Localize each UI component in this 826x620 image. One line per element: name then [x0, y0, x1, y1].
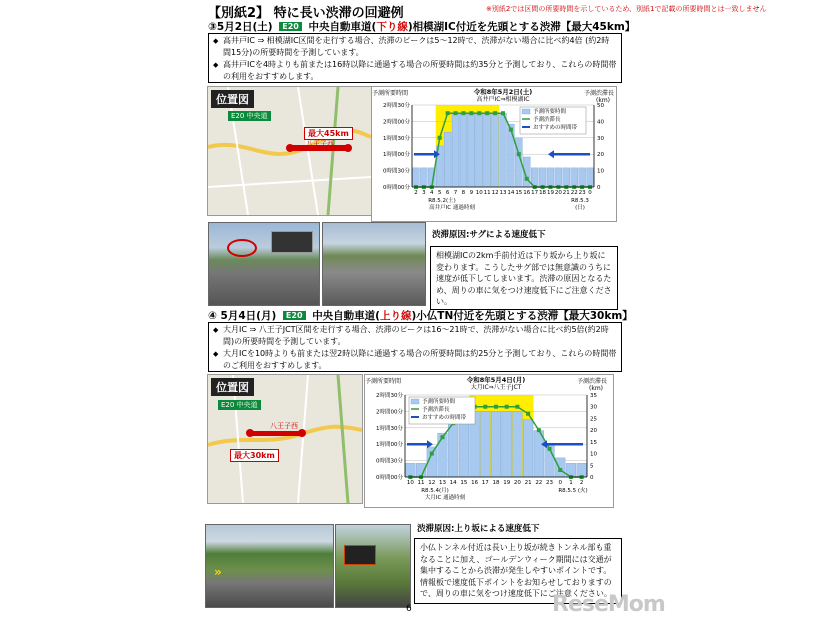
chart-1: [371, 86, 617, 222]
sign-board: [344, 545, 376, 565]
x-tick-label: 9: [469, 190, 474, 196]
header-note: ※別紙2では区間の所要時間を示しているため、別紙1で記載の所要時間とは一致しません: [486, 5, 767, 13]
congestion-point: [548, 447, 552, 451]
place-label: 八王子西: [306, 140, 334, 148]
y-left-title: 予測所要時間: [365, 378, 402, 385]
section2-title-rest: )小仏TN付近を先頭とする渋滞【最大30km】: [411, 310, 633, 322]
chart-subtitle: 大月IC⇒八王子JCT: [470, 384, 522, 391]
bar: [555, 168, 562, 187]
location-map: [207, 86, 372, 216]
x-tick-label: 17: [531, 190, 539, 196]
map-road-tag: E20 中央道: [218, 400, 261, 410]
y-right-tick-label: 25: [590, 416, 597, 423]
y-left-tick-label: 0時間00分: [376, 475, 403, 481]
bar: [500, 113, 507, 187]
y-right-tick-label: 15: [590, 439, 597, 446]
x-tick-label: 10: [475, 190, 483, 196]
x-tick-label: 1: [569, 480, 573, 486]
uphill-photo: [205, 524, 334, 608]
x-tick-label: 4: [430, 190, 434, 196]
x-tick-label: 23: [546, 480, 554, 486]
y-left-tick-label: 2時間00分: [376, 409, 403, 416]
congestion-point: [461, 111, 465, 115]
x-tick-label: 3: [422, 190, 426, 196]
y-right-unit: (km): [596, 97, 611, 104]
congestion-point: [517, 152, 521, 156]
cause-heading: 渋滞原因:上り坂による速度低下: [417, 524, 540, 534]
y-left-tick-label: 1時間00分: [376, 442, 403, 449]
congestion-point: [446, 111, 450, 115]
bullet-item: ◆ 大月IC ⇒ 八王子JCT区間を走行する場合、渋滞のピークは16～21時で、渋滞がない場合に比べ約5倍(約2時間)の所要時間を予測しています。: [213, 324, 617, 348]
arrow-left-icon: [548, 150, 554, 158]
cause-heading: 渋滞原因:サグによる速度低下: [432, 230, 546, 240]
y-left-tick-label: 0時間00分: [383, 185, 410, 191]
section1-title-rest: )相模湖IC付近を先頭とする渋滞【最大45km】: [407, 21, 636, 33]
section1-date: ③5月2日(土): [208, 21, 273, 33]
x-tick-label: 5: [437, 190, 442, 196]
x-tick-label: 21: [524, 480, 532, 486]
y-left-tick-label: 0時間30分: [376, 458, 403, 465]
y-right-tick-label: 10: [590, 451, 597, 458]
x-tick-label: 18: [539, 190, 547, 196]
bullet-item: ◆ 大月ICを10時よりも前または翌2時以降に通過する場合の所要時間は約25分と予測しており、これらの時間帯のご利用をおすすめします。: [213, 348, 617, 372]
bar: [577, 463, 587, 477]
congestion-point: [438, 136, 442, 140]
bar: [507, 124, 514, 187]
y-left-title: 予測所要時間: [372, 90, 409, 97]
section2-heading: [208, 308, 633, 323]
congestion-point: [537, 428, 541, 432]
bar: [406, 463, 416, 477]
bar: [587, 168, 594, 187]
y-right-tick-label: 50: [597, 103, 604, 109]
chart-title: 令和8年5月2日(土): [473, 88, 533, 96]
x-tick-label: 15: [515, 190, 523, 196]
x-tick-label: 11: [417, 480, 425, 486]
x-date-right: R8.5.5 (火): [558, 488, 588, 494]
chart-2: [364, 374, 614, 508]
bar: [563, 168, 570, 187]
section2-bullets: [208, 322, 622, 372]
y-right-tick-label: 10: [597, 168, 604, 175]
bar: [480, 411, 490, 477]
x-tick-label: 17: [481, 480, 489, 486]
x-tick-label: 21: [562, 190, 570, 196]
x-tick-label: 19: [503, 480, 511, 486]
sign-board: [271, 231, 313, 253]
page-title: 【別紙2】 特に長い渋滞の回避例: [208, 6, 404, 21]
y-left-tick-label: 1時間30分: [376, 425, 403, 432]
y-left-tick-label: 2時間30分: [383, 103, 410, 109]
x-date-right: R8.5.3: [571, 198, 589, 204]
x-tick-label: 8: [461, 190, 466, 196]
bar: [547, 168, 554, 187]
congestion-point: [509, 128, 513, 132]
bar: [579, 168, 586, 187]
x-tick-label: 2: [579, 480, 584, 486]
x-tick-label: 13: [499, 190, 507, 196]
x-tick-label: 15: [460, 480, 468, 486]
legend-swatch-bar: [522, 109, 530, 114]
chart-1-svg: [372, 87, 616, 221]
bar: [468, 113, 475, 187]
section1-bullets: [208, 33, 622, 83]
sign-photo: [335, 524, 411, 608]
y-left-tick-label: 1時間30分: [383, 135, 410, 142]
chevron-right-icon: »: [214, 565, 222, 579]
x-tick-label: 18: [492, 480, 500, 486]
congestion-point: [505, 405, 509, 409]
road-name: 中央自動車道(: [312, 310, 380, 322]
congestion-point: [515, 405, 519, 409]
page-number: 6: [406, 604, 412, 614]
x-tick-label: 10: [406, 480, 414, 486]
x-tick-label: 14: [449, 480, 457, 486]
bar: [502, 411, 512, 477]
x-tick-label: 14: [507, 190, 515, 196]
y-left-tick-label: 0時間30分: [383, 168, 410, 175]
x-tick-label: 12: [491, 190, 499, 196]
watermark-logo: ReseMom: [552, 592, 665, 617]
y-right-unit: (km): [589, 385, 604, 392]
y-right-tick-label: 20: [590, 428, 597, 435]
y-right-title: 予測渋滞長: [577, 378, 608, 385]
legend-label: おすすめの時間帯: [422, 415, 467, 421]
congestion-point: [483, 405, 487, 409]
x-date-left: R8.5.2(土): [428, 198, 456, 204]
congestion-point: [494, 405, 498, 409]
bar: [484, 113, 491, 187]
location-map: [207, 374, 363, 504]
y-left-tick-label: 2時間30分: [376, 393, 403, 399]
max-congestion-label: 最大45km: [304, 127, 353, 140]
congestion-point: [501, 111, 505, 115]
place-label: 八王子西: [270, 422, 298, 430]
y-right-tick-label: 20: [597, 152, 604, 159]
cause-text: 相模湖ICの2km手前付近は下り坂から上り坂に変わります。こうしたサグ部では無意識のうちに速度が低下してしまいます。渋滞の原因となるため、周りの車に気をつけ速度低下にご注意ください。: [430, 246, 618, 310]
x-date-right-day: (日): [575, 205, 585, 211]
road-name: 中央自動車道(: [308, 21, 377, 33]
congestion-point: [440, 435, 444, 439]
bullet-item: ◆ 高井戸ICを4時よりも前または16時以降に通過する場合の所要時間は約35分と予測しており、これらの時間帯の利用をおすすめします。: [213, 59, 617, 83]
bar: [555, 458, 565, 477]
highlight-circle-icon: [227, 239, 257, 257]
congestion-point: [558, 468, 562, 472]
x-tick-label: 12: [428, 480, 436, 486]
legend-swatch-bar: [411, 399, 419, 404]
x-tick-label: 2: [414, 190, 418, 196]
road-badge: E20: [279, 22, 302, 31]
x-tick-label: 0: [558, 480, 562, 486]
congestion-point: [493, 111, 497, 115]
y-right-tick-label: 35: [590, 393, 597, 399]
congestion-point: [526, 412, 530, 416]
x-axis-title: 高井戸IC 通過時刻: [429, 205, 475, 211]
y-right-tick-label: 0: [597, 185, 601, 191]
cause-text: 小仏トンネル付近は長い上り坂が続きトンネル部も重なることに加え、ゴールデンウィーク期間には交通が集中することから渋滞が発生しやすいポイントです。情報板で速度低下ポイントをお知らせしておりますので、周りの車に気をつけ速度低下にご注意ください。: [414, 538, 622, 604]
bar: [438, 433, 448, 477]
bar: [492, 113, 499, 187]
bar: [476, 113, 483, 187]
chart-2-svg: [365, 375, 613, 507]
bar: [413, 168, 420, 187]
bar: [452, 113, 459, 187]
bar: [444, 132, 451, 187]
x-tick-label: 22: [570, 190, 578, 196]
x-tick-label: 13: [438, 480, 446, 486]
x-tick-label: 23: [578, 190, 586, 196]
congestion-point: [477, 111, 481, 115]
legend-label: おすすめの時間帯: [533, 125, 578, 131]
congestion-point: [525, 177, 529, 181]
direction-label: 下り線: [376, 21, 408, 33]
bar: [460, 113, 467, 187]
max-congestion-label: 最大30km: [230, 449, 279, 462]
bar: [523, 420, 533, 477]
congestion-point: [430, 452, 434, 456]
highway-photo: [322, 222, 426, 306]
road-badge: E20: [283, 311, 306, 320]
bar: [420, 168, 427, 187]
road-photo: [208, 222, 320, 306]
x-date-left: R8.5.4(月): [421, 488, 449, 494]
legend-label: 予測所要時間: [422, 399, 456, 405]
y-right-tick-label: 0: [590, 475, 594, 481]
x-tick-label: 0: [588, 190, 592, 196]
congestion-point: [469, 111, 473, 115]
x-tick-label: 20: [513, 480, 521, 486]
bar: [539, 168, 546, 187]
x-tick-label: 16: [523, 190, 531, 196]
bar: [571, 168, 578, 187]
chart-title: 令和8年5月4日(月): [466, 376, 526, 384]
congestion-point: [485, 111, 489, 115]
y-left-tick-label: 2時間00分: [383, 119, 410, 126]
section1-heading: [208, 19, 635, 34]
chart-subtitle: 高井戸IC⇒相模湖IC: [476, 96, 530, 103]
location-map-label: 位置図: [211, 90, 254, 108]
legend-label: 予測渋滞長: [422, 407, 450, 413]
location-map-label: 位置図: [211, 378, 254, 396]
x-tick-label: 19: [546, 190, 554, 196]
x-tick-label: 20: [554, 190, 562, 196]
x-tick-label: 16: [471, 480, 479, 486]
congestion-point: [454, 111, 458, 115]
y-right-tick-label: 40: [597, 119, 604, 126]
y-right-title: 予測渋滞長: [584, 90, 615, 97]
y-right-tick-label: 5: [590, 463, 594, 470]
x-tick-label: 6: [445, 190, 450, 196]
map-road-tag: E20 中央道: [228, 111, 271, 121]
bullet-item: ◆ 高井戸IC ⇒ 相模湖IC区間を走行する場合、渋滞のピークは5～12時で、渋滞がない場合に比べ約4倍 (約2時間15分)の所要時間を予測しています。: [213, 35, 617, 59]
bar: [491, 411, 501, 477]
x-tick-label: 22: [535, 480, 543, 486]
direction-label: 上り線: [380, 310, 412, 322]
y-right-tick-label: 30: [590, 404, 597, 411]
y-left-tick-label: 1時間00分: [383, 152, 410, 159]
x-tick-label: 11: [483, 190, 491, 196]
y-right-tick-label: 30: [597, 135, 604, 142]
section2-date: ④ 5月4日(月): [208, 310, 277, 322]
x-tick-label: 7: [453, 190, 458, 196]
x-axis-title: 大月IC 通過時刻: [424, 495, 466, 501]
bar: [513, 411, 523, 477]
bar: [448, 422, 458, 477]
legend-label: 予測渋滞長: [533, 117, 561, 123]
legend-label: 予測所要時間: [533, 109, 567, 115]
